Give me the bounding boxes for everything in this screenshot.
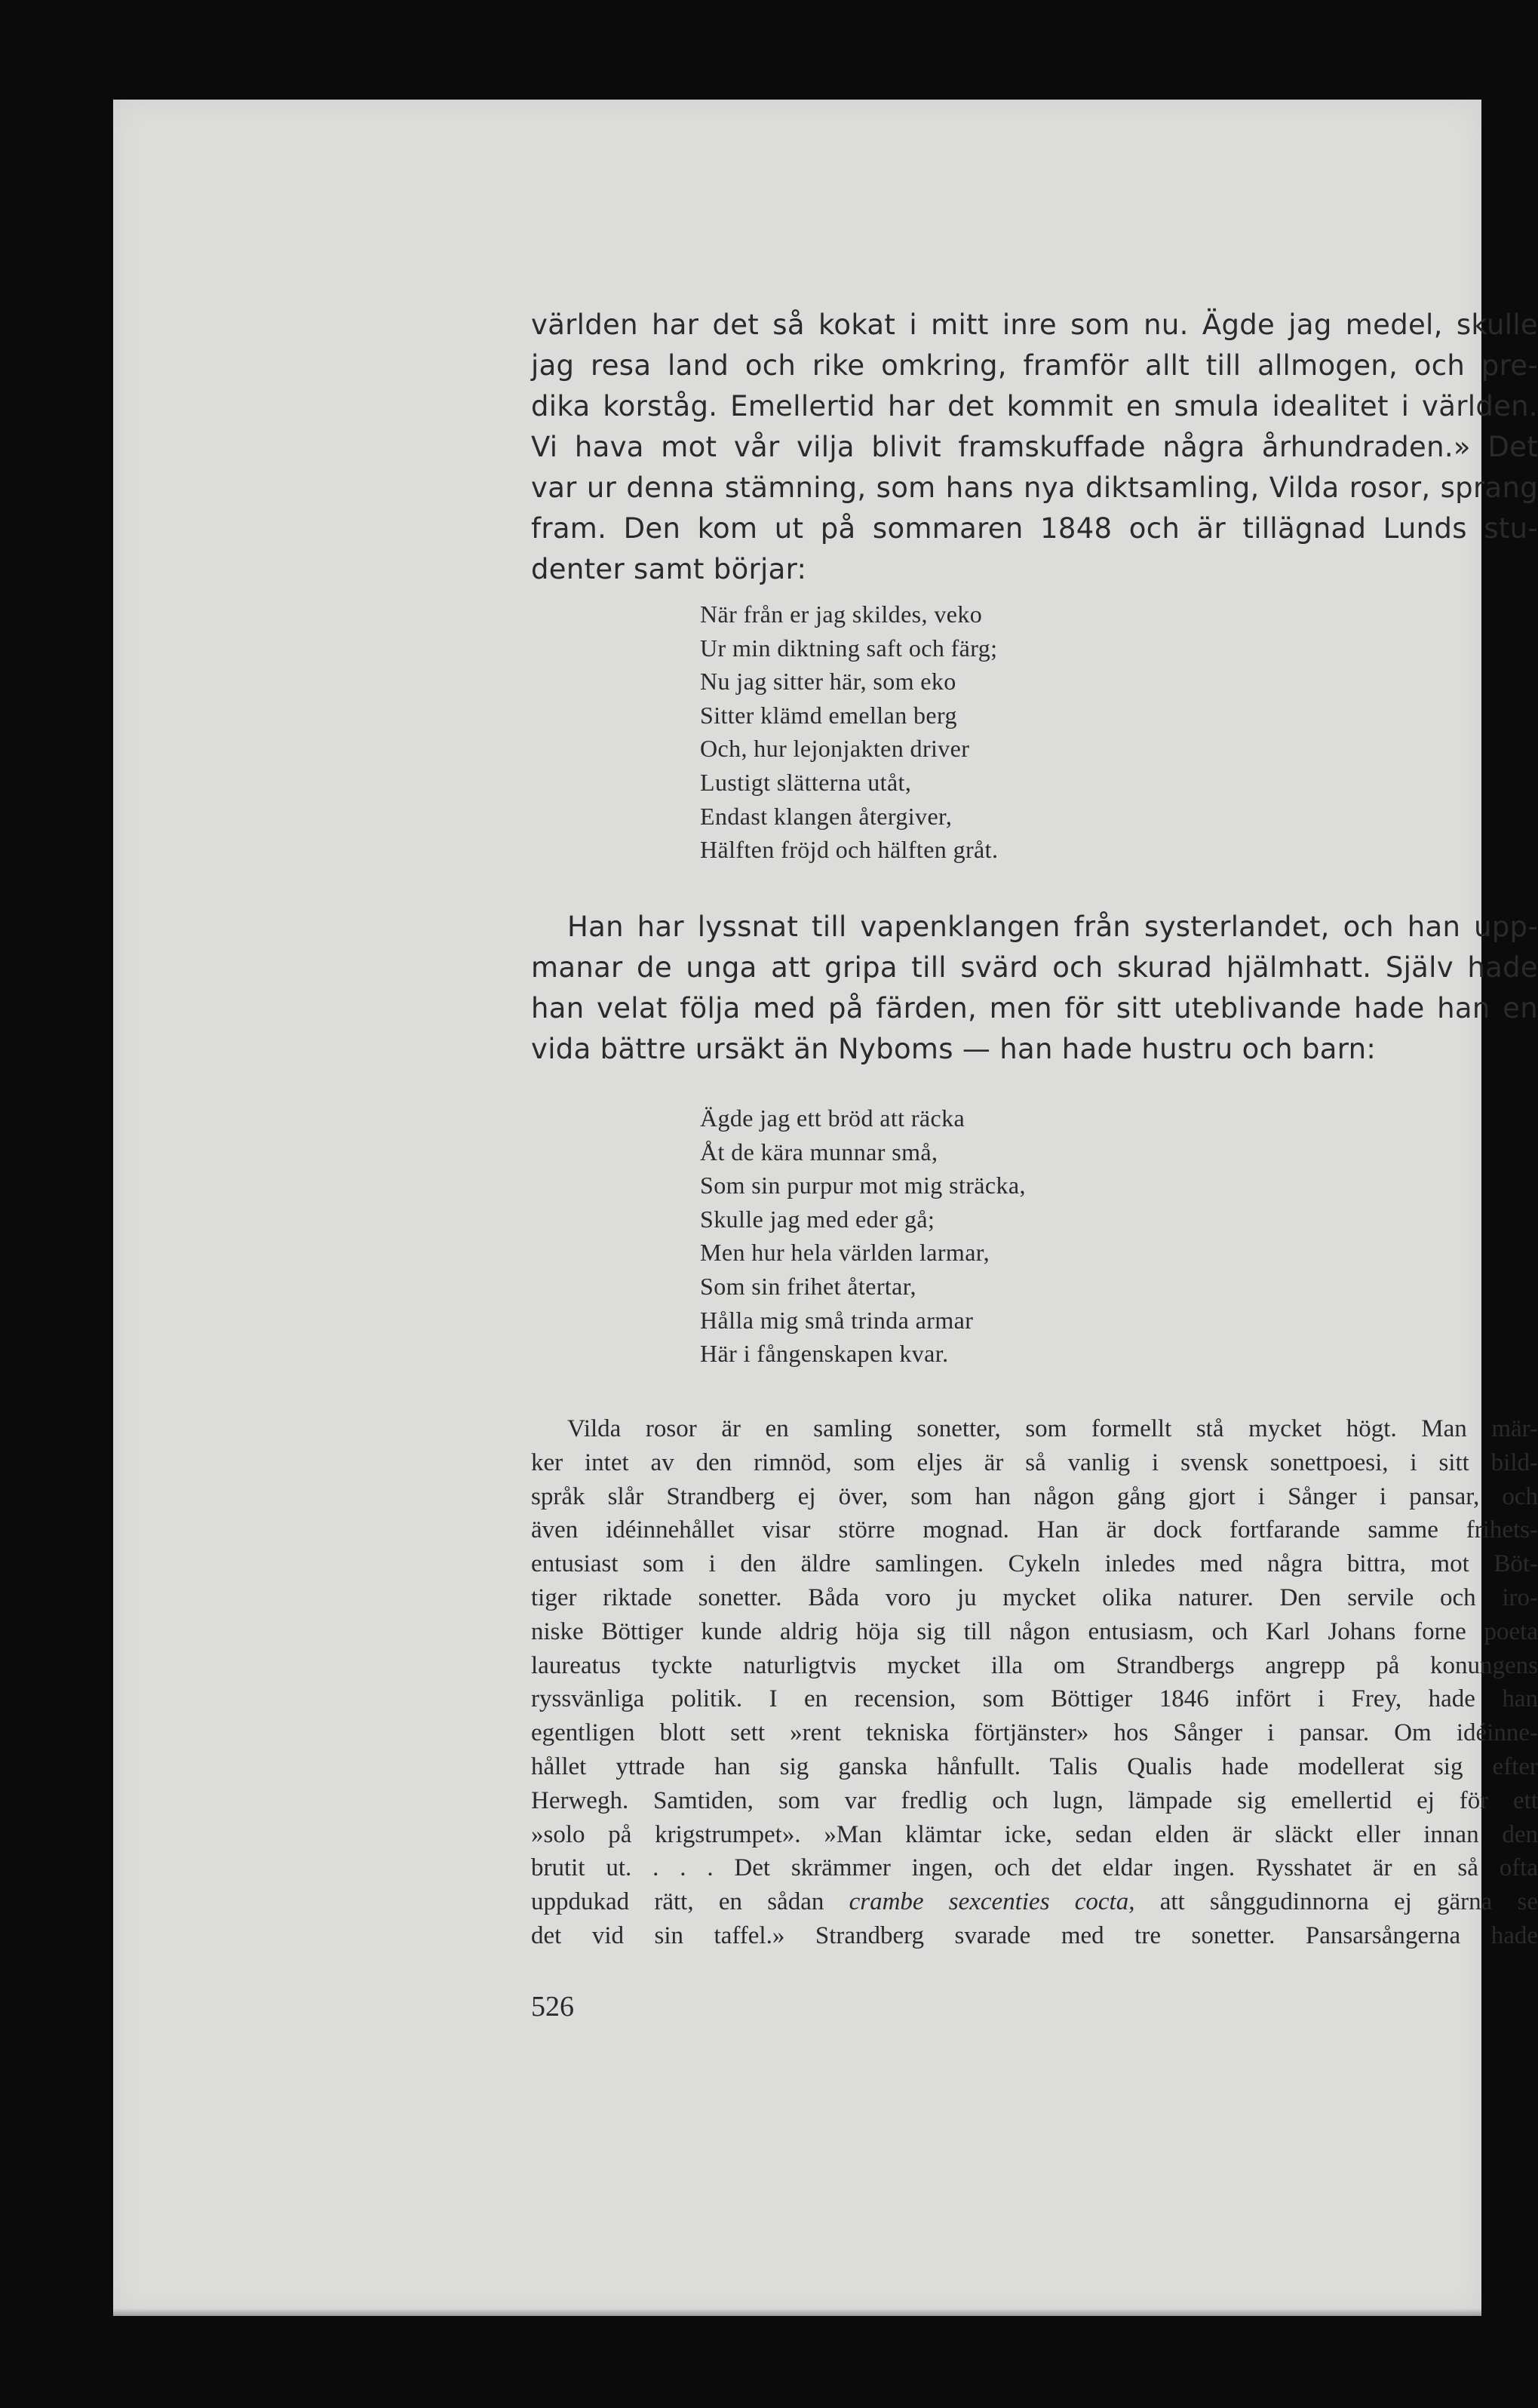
poem-line: När från er jag skildes, veko: [700, 600, 983, 628]
paragraph-3: [531, 1412, 1538, 1953]
poem-line: Hålla mig små trinda armar: [700, 1306, 974, 1334]
text-line: världen har det så kokat i mitt inre som nu. Ägde jag medel, skulle: [531, 309, 1538, 341]
poem-line: Ägde jag ett bröd att räcka: [700, 1104, 965, 1132]
text-line: tiger riktade sonetter. Båda voro ju mycket olika naturer. Den servile och iro-: [531, 1583, 1538, 1611]
text-line: jag resa land och rike omkring, framför allt till allmogen, och pre-: [531, 349, 1538, 382]
text-line: Han har lyssnat till vapenklangen från systerlandet, och han upp-: [567, 911, 1538, 943]
poem-line: Endast klangen återgiver,: [700, 802, 953, 830]
text-segment: att sånggudinnorna ej gärna se: [1159, 1888, 1538, 1916]
text-line: Vi hava mot vår vilja blivit framskuffade några århundraden.» Det: [531, 431, 1538, 463]
text-line: laureatus tyckte naturligtvis mycket illa om Strandbergs angrepp på konungens: [531, 1651, 1538, 1679]
poem-line: Sitter klämd emellan berg: [700, 701, 957, 729]
poem-2: [700, 1101, 1026, 1371]
text-line: brutit ut. . . . Det skrämmer ingen, och det eldar ingen. Rysshatet är en så ofta: [531, 1854, 1538, 1882]
poem-line: Ur min diktning saft och färg;: [700, 634, 998, 662]
text-line: ker intet av den rimnöd, som eljes är så vanlig i svensk sonettpoesi, i sitt bild-: [531, 1448, 1538, 1476]
page-number: 526: [531, 1991, 574, 2023]
text-line: språk slår Strandberg ej över, som han någon gång gjort i Sånger i pansar, och: [531, 1482, 1538, 1510]
poem-line: Nu jag sitter här, som eko: [700, 668, 956, 696]
poem-line: Här i fångenskapen kvar.: [700, 1340, 949, 1368]
text-line: vida bättre ursäkt än Nyboms — han hade hustru och barn:: [531, 1033, 1377, 1065]
text-line: Vilda rosor är en samling sonetter, som formellt stå mycket högt. Man mär-: [567, 1415, 1538, 1442]
text-line: egentligen blott sett »rent tekniska förtjänster» hos Sånger i pansar. Om idéinne-: [531, 1719, 1538, 1747]
text-segment: uppdukad rätt, en sådan: [531, 1888, 824, 1916]
paragraph-1: [531, 305, 1538, 590]
text-line: denter samt börjar:: [531, 553, 807, 585]
poem-line: Och, hur lejonjakten driver: [700, 735, 970, 763]
book-page: [113, 100, 1538, 2316]
text-line: dika korståg. Emellertid har det kommit en smula idealitet i världen.: [531, 390, 1538, 422]
text-line: var ur denna stämning, som hans nya diktsamling, Vilda rosor, sprang: [531, 471, 1538, 504]
poem-line: Skulle jag med eder gå;: [700, 1205, 935, 1233]
text-line: »solo på krigstrumpet». »Man klämtar icke, sedan elden är släckt eller innan den: [531, 1820, 1538, 1848]
text-line: fram. Den kom ut på sommaren 1848 och är tillägnad Lunds stu-: [531, 512, 1538, 545]
poem-line: Åt de kära munnar små,: [700, 1138, 938, 1166]
poem-1: [700, 597, 998, 867]
text-line-with-italic: [531, 1885, 1538, 1919]
poem-line: Lustigt slätterna utåt,: [700, 768, 912, 796]
poem-line: Hälften fröjd och hälften gråt.: [700, 836, 999, 864]
text-line: entusiast som i den äldre samlingen. Cykeln inledes med några bittra, mot Böt-: [531, 1550, 1538, 1578]
text-line: niske Böttiger kunde aldrig höja sig till någon entusiasm, och Karl Johans forne poeta: [531, 1617, 1538, 1645]
text-line: det vid sin taffel.» Strandberg svarade med tre sonetter. Pansarsångerna hade: [531, 1921, 1538, 1949]
text-line: hållet yttrade han sig ganska hånfullt. Talis Qualis hade modellerat sig efter: [531, 1752, 1538, 1780]
text-line: Herwegh. Samtiden, som var fredlig och lugn, lämpade sig emellertid ej för ett: [531, 1786, 1538, 1814]
poem-line: Som sin frihet återtar,: [700, 1272, 916, 1300]
poem-line: Men hur hela världen larmar,: [700, 1239, 990, 1267]
paragraph-2: [531, 907, 1538, 1070]
italic-latin-phrase: crambe sexcenties cocta,: [849, 1888, 1135, 1916]
text-line: även idéinnehållet visar större mognad. Han är dock fortfarande samme frihets-: [531, 1516, 1538, 1544]
text-line: han velat följa med på färden, men för sitt uteblivande hade han en: [531, 992, 1538, 1024]
text-line: manar de unga att gripa till svärd och skurad hjälmhatt. Själv hade: [531, 951, 1538, 984]
poem-line: Som sin purpur mot mig sträcka,: [700, 1172, 1026, 1199]
text-line: ryssvänliga politik. I en recension, som Böttiger 1846 infört i Frey, hade han: [531, 1685, 1538, 1713]
